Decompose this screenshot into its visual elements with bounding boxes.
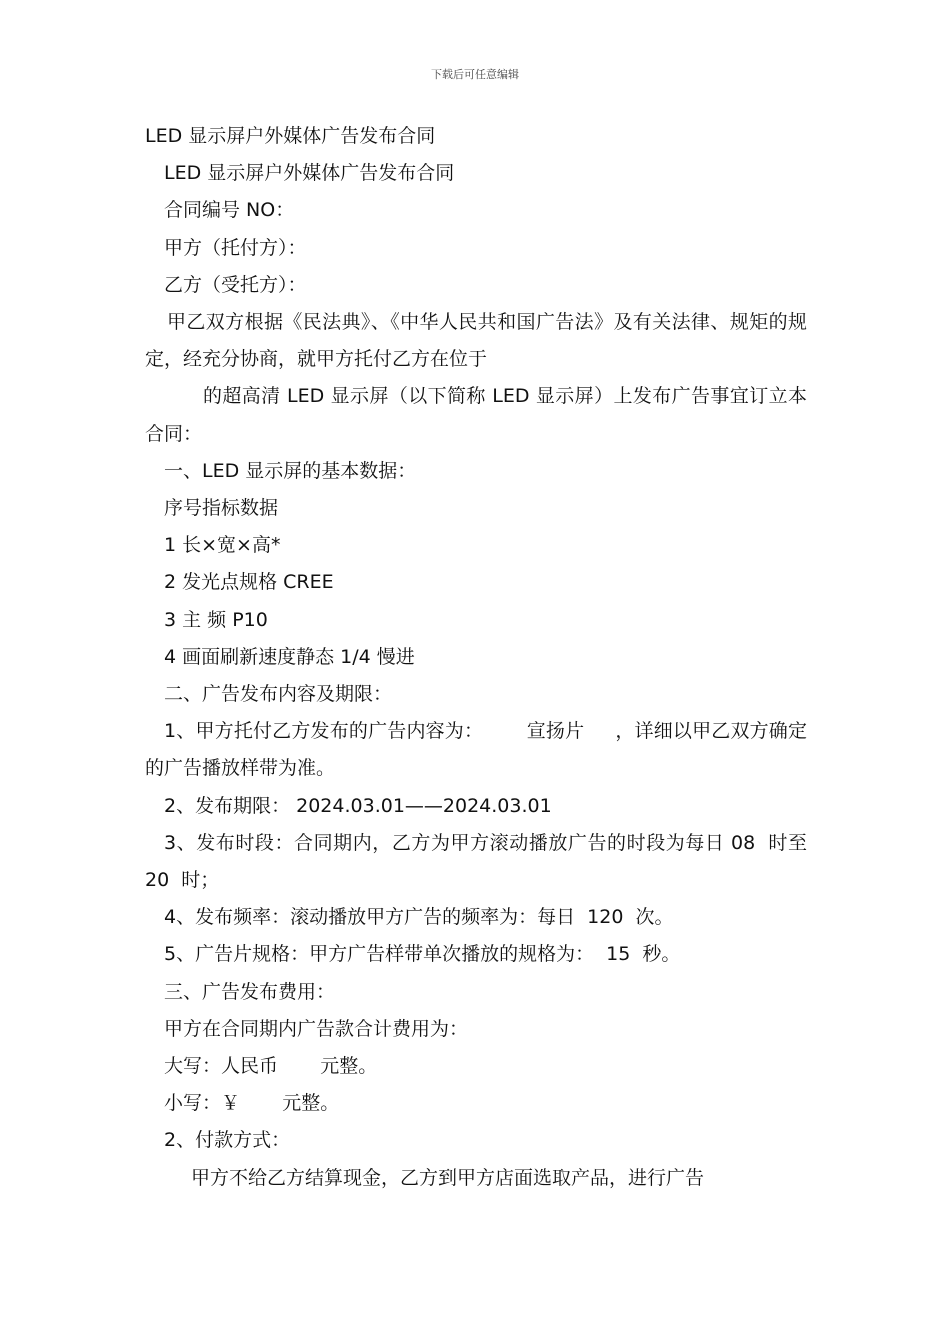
document-title: LED 显示屏户外媒体广告发布合同 (145, 125, 436, 147)
document-subtitle: LED 显示屏户外媒体广告发布合同 (164, 162, 455, 185)
page-header-note: 下载后可任意编辑 (431, 68, 519, 81)
party-a: 甲方（托付方）： (164, 236, 307, 259)
clause-2-1: 1、甲方托付乙方发布的广告内容为： 宣扬片 ，详细以甲乙双方确定的广告播放样带为准。 (145, 720, 807, 780)
section-1-heading: 一、LED 显示屏的基本数据： (164, 459, 417, 482)
payment-method-heading: 2、付款方式： (164, 1129, 291, 1152)
spec-row-2: 2 发光点规格 CREE (164, 571, 334, 594)
payment-method-text: 甲方不给乙方结算现金，乙方到甲方店面选取产品，进行广告 (191, 1166, 705, 1189)
spec-table-header: 序号指标数据 (164, 497, 279, 520)
clause-2-4: 4、发布频率：滚动播放甲方广告的频率为：每日 120 次。 (164, 906, 674, 929)
fee-total: 甲方在合同期内广告款合计费用为： (164, 1017, 469, 1040)
spec-row-4: 4 画面刷新速度静态 1/4 慢进 (164, 645, 415, 668)
intro-paragraph-1: 甲乙双方根据《民法典》、《中华人民共和国广告法》及有关法律、规矩的规定，经充分协商，就甲方托付乙方在位于 (145, 311, 807, 371)
fee-uppercase: 大写：人民币 元整。 (164, 1055, 378, 1078)
spec-row-3: 3 主 频 P10 (164, 608, 268, 631)
clause-2-5: 5、广告片规格：甲方广告样带单次播放的规格为： 15 秒。 (164, 943, 681, 966)
section-3-heading: 三、广告发布费用： (164, 980, 336, 1003)
fee-lowercase: 小写：￥ 元整。 (164, 1092, 340, 1115)
clause-2-2: 2、发布期限： 2024.03.01——2024.03.01 (164, 794, 552, 817)
party-b: 乙方（受托方）： (164, 273, 307, 296)
section-2-heading: 二、广告发布内容及期限： (164, 683, 393, 706)
spec-row-1: 1 长×宽×高* (164, 534, 281, 557)
document-body (145, 118, 814, 1197)
intro-paragraph-2: 的超高清 LED 显示屏（以下简称 LED 显示屏）上发布广告事宜订立本合同： (145, 385, 807, 445)
clause-2-3: 3、发布时段：合同期内，乙方为甲方滚动播放广告的时段为每日 08 时至 20 时； (145, 831, 814, 892)
contract-number: 合同编号 NO： (164, 199, 295, 222)
